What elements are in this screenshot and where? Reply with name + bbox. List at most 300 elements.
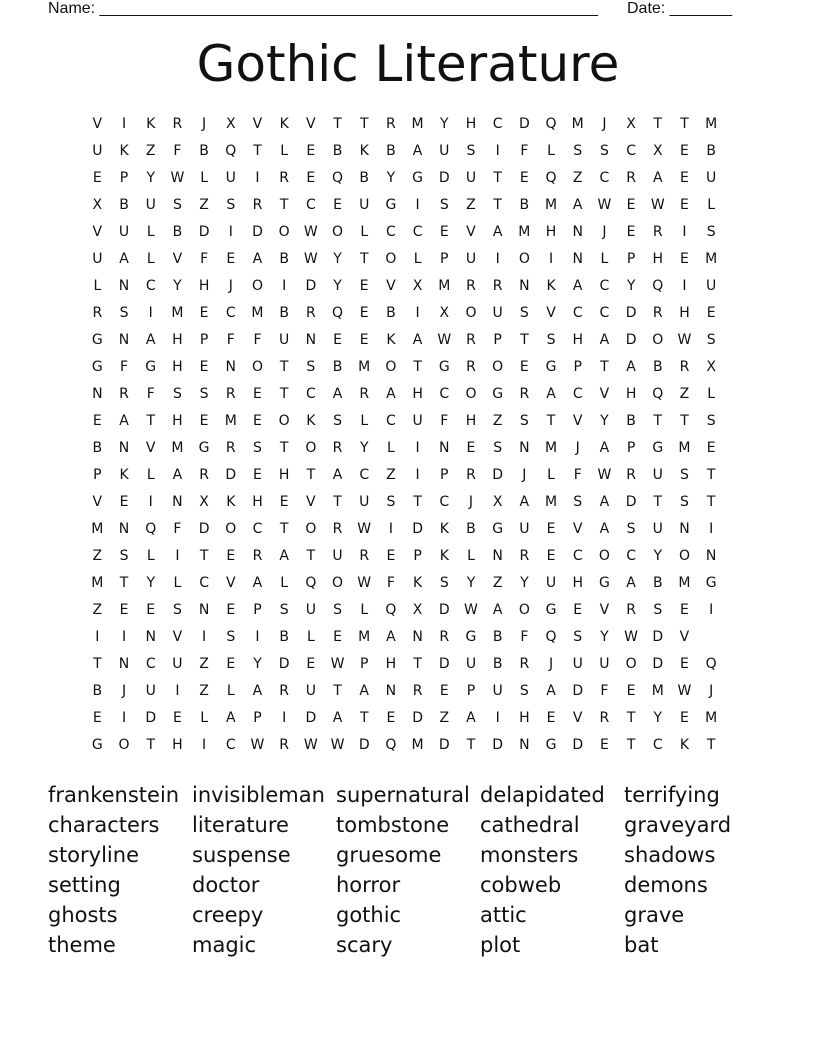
grid-letter: J	[228, 278, 233, 294]
grid-letter: U	[439, 143, 450, 159]
grid-letter: I	[121, 629, 127, 645]
grid-letter: U	[652, 521, 663, 537]
grid-letter: I	[495, 710, 500, 726]
grid-letter: L	[600, 251, 609, 267]
grid-letter: R	[466, 359, 476, 375]
grid-letter: L	[306, 629, 315, 645]
grid-letter: R	[359, 548, 370, 564]
grid-letter: W	[677, 683, 692, 699]
grid-letter: L	[360, 602, 369, 618]
grid-letter: I	[415, 440, 420, 456]
page-title: Gothic Literature	[196, 35, 620, 93]
grid-letter: U	[145, 197, 156, 213]
grid-row	[84, 276, 725, 303]
grid-letter: P	[119, 170, 129, 186]
grid-letter: G	[438, 359, 450, 375]
grid-letter: M	[171, 305, 184, 321]
grid-letter: R	[519, 548, 530, 564]
grid-letter: R	[626, 602, 636, 618]
grid-letter: V	[172, 251, 183, 267]
grid-letter: Q	[305, 575, 317, 591]
grid-letter: I	[495, 143, 500, 159]
grid-letter: H	[465, 413, 477, 429]
grid-letter: R	[439, 629, 450, 645]
grid-letter: D	[492, 737, 504, 753]
grid-letter: V	[306, 116, 316, 132]
grid-letter: H	[572, 575, 583, 591]
grid-letter: Q	[545, 170, 557, 186]
grid-letter: E	[680, 170, 689, 186]
grid-letter: L	[413, 251, 422, 267]
grid-letter: E	[680, 197, 689, 213]
word-list-item: plot	[480, 933, 521, 957]
grid-letter: D	[225, 467, 237, 483]
header	[48, 0, 748, 20]
grid-letter: J	[602, 116, 607, 132]
grid-letter: N	[492, 548, 503, 564]
grid-letter: R	[279, 170, 290, 186]
grid-letter: F	[520, 629, 529, 645]
word-list-item: cobweb	[480, 873, 562, 897]
grid-letter: S	[439, 197, 449, 213]
grid-letter: S	[172, 197, 182, 213]
grid-letter: Y	[146, 170, 155, 186]
grid-letter: M	[411, 737, 424, 753]
grid-letter: C	[439, 386, 450, 402]
grid-letter: I	[415, 197, 420, 213]
grid-letter: H	[172, 332, 183, 348]
grid-letter: L	[547, 467, 555, 483]
grid-letter: H	[172, 737, 183, 753]
grid-row	[84, 654, 725, 681]
grid-letter: V	[572, 710, 583, 726]
grid-letter: K	[386, 332, 396, 348]
grid-letter: Q	[332, 305, 344, 321]
grid-letter: R	[279, 737, 290, 753]
grid-letter: C	[412, 224, 423, 240]
grid-letter: V	[466, 224, 476, 240]
grid-letter: X	[439, 305, 450, 321]
grid-letter: E	[172, 710, 182, 726]
grid-letter: H	[252, 494, 263, 510]
grid-letter: A	[599, 332, 610, 348]
grid-letter: F	[146, 386, 155, 402]
grid-letter: G	[145, 359, 157, 375]
grid-letter: H	[385, 656, 397, 672]
word-list-item: setting	[48, 873, 121, 897]
grid-letter: N	[572, 251, 583, 267]
grid-letter: T	[706, 467, 716, 483]
grid-letter: O	[305, 521, 317, 537]
grid-letter: J	[522, 467, 527, 483]
grid-letter: D	[198, 521, 210, 537]
grid-letter: W	[650, 197, 665, 213]
grid-letter: S	[386, 494, 396, 510]
grid-letter: G	[545, 359, 557, 375]
grid-letter: D	[412, 521, 423, 537]
grid-letter: A	[466, 710, 476, 726]
grid-letter: N	[705, 548, 717, 564]
grid-letter: M	[171, 440, 184, 456]
grid-letter: D	[572, 683, 584, 699]
grid-letter: I	[255, 170, 260, 186]
grid-letter: C	[652, 737, 663, 753]
grid-letter: Y	[653, 710, 663, 726]
word-list-item: storyline	[48, 843, 139, 867]
grid-letter: T	[306, 467, 316, 483]
grid-letter: P	[573, 359, 582, 375]
grid-letter: S	[680, 494, 689, 510]
grid-letter: G	[492, 521, 504, 537]
grid-letter: E	[146, 602, 156, 618]
grid-letter: I	[228, 224, 233, 240]
grid-letter: N	[172, 494, 183, 510]
grid-letter: W	[357, 521, 372, 537]
grid-letter: E	[199, 305, 209, 321]
grid-letter: L	[360, 413, 369, 429]
grid-letter: Q	[385, 602, 397, 618]
word-list-item: grave	[624, 903, 685, 927]
grid-letter: G	[91, 737, 103, 753]
grid-letter: O	[278, 224, 290, 240]
grid-letter: I	[202, 629, 207, 645]
grid-letter: T	[626, 710, 636, 726]
grid-letter: D	[438, 170, 450, 186]
grid-letter: E	[226, 656, 236, 672]
grid-row	[84, 249, 725, 276]
grid-letter: W	[250, 737, 265, 753]
grid-letter: N	[439, 440, 450, 456]
grid-letter: R	[652, 305, 663, 321]
grid-letter: H	[679, 305, 690, 321]
grid-row	[84, 357, 725, 384]
grid-letter: S	[573, 494, 583, 510]
grid-letter: R	[332, 440, 343, 456]
grid-letter: N	[118, 656, 130, 672]
grid-letter: G	[705, 575, 717, 591]
grid-letter: M	[224, 413, 237, 429]
word-list-item: characters	[48, 813, 160, 837]
grid-letter: C	[225, 737, 236, 753]
grid-letter: O	[332, 224, 344, 240]
grid-letter: O	[385, 251, 397, 267]
grid-letter: W	[303, 251, 318, 267]
grid-letter: T	[279, 386, 289, 402]
grid-letter: S	[599, 143, 609, 159]
grid-letter: F	[173, 521, 182, 537]
grid-letter: S	[706, 224, 716, 240]
grid-letter: E	[359, 278, 369, 294]
grid-letter: B	[332, 143, 343, 159]
grid-letter: H	[172, 413, 183, 429]
grid-letter: A	[279, 548, 289, 564]
grid-letter: L	[146, 224, 155, 240]
grid-letter: Q	[652, 278, 664, 294]
grid-letter: G	[652, 440, 664, 456]
grid-letter: A	[225, 710, 236, 726]
grid-letter: A	[252, 251, 263, 267]
grid-letter: U	[359, 197, 370, 213]
grid-letter: P	[440, 251, 449, 267]
grid-letter: T	[119, 575, 129, 591]
grid-letter: L	[707, 386, 716, 402]
grid-letter: S	[172, 386, 182, 402]
grid-letter: V	[225, 575, 236, 591]
grid-letter: I	[282, 710, 287, 726]
grid-letter: J	[709, 683, 714, 699]
grid-letter: A	[332, 467, 343, 483]
word-list-item: scary	[336, 933, 393, 957]
grid-letter: M	[651, 683, 664, 699]
grid-letter: Y	[359, 440, 369, 456]
grid-letter: W	[677, 332, 692, 348]
grid-letter: U	[118, 224, 130, 240]
grid-letter: S	[306, 359, 316, 375]
grid-letter: T	[493, 197, 502, 213]
grid-letter: B	[92, 440, 103, 456]
grid-letter: U	[359, 494, 370, 510]
grid-row	[84, 195, 725, 222]
grid-letter: R	[386, 116, 396, 132]
grid-letter: R	[652, 224, 663, 240]
grid-letter: G	[598, 575, 610, 591]
word-list-item: supernatural	[336, 783, 470, 807]
grid-letter: E	[626, 224, 636, 240]
grid-letter: A	[412, 143, 423, 159]
grid-letter: N	[225, 359, 237, 375]
grid-letter: H	[172, 359, 183, 375]
grid-letter: K	[679, 737, 690, 753]
word-list-item: suspense	[192, 843, 291, 867]
grid-letter: E	[119, 602, 129, 618]
grid-letter: C	[572, 305, 583, 321]
grid-letter: R	[252, 548, 263, 564]
grid-letter: Y	[173, 278, 182, 294]
grid-letter: M	[678, 440, 691, 456]
grid-letter: S	[466, 143, 476, 159]
grid-letter: N	[385, 683, 397, 699]
grid-letter: J	[575, 440, 580, 456]
grid-letter: U	[465, 656, 477, 672]
grid-letter: L	[93, 278, 102, 294]
grid-letter: A	[252, 575, 263, 591]
grid-letter: C	[492, 116, 503, 132]
grid-letter: I	[682, 224, 687, 240]
grid-letter: T	[359, 116, 369, 132]
grid-letter: B	[519, 197, 530, 213]
grid-letter: Y	[626, 278, 636, 294]
grid-letter: I	[175, 548, 180, 564]
grid-row	[84, 168, 725, 195]
grid-letter: W	[303, 224, 318, 240]
grid-letter: M	[411, 116, 424, 132]
grid-letter: Z	[92, 548, 103, 564]
grid-letter: E	[226, 251, 236, 267]
grid-letter: V	[572, 413, 583, 429]
grid-letter: A	[572, 278, 583, 294]
word-list-item: tombstone	[336, 813, 450, 837]
grid-letter: P	[626, 251, 636, 267]
grid-letter: W	[330, 737, 345, 753]
grid-letter: O	[305, 440, 317, 456]
grid-letter: G	[545, 602, 557, 618]
grid-letter: D	[625, 332, 637, 348]
grid-letter: R	[519, 656, 530, 672]
grid-letter: U	[652, 467, 663, 483]
grid-letter: H	[545, 224, 557, 240]
grid-letter: S	[333, 413, 342, 429]
grid-letter: T	[706, 494, 716, 510]
grid-letter: K	[146, 116, 156, 132]
grid-letter: U	[279, 332, 290, 348]
grid-letter: Q	[145, 521, 157, 537]
grid-letter: S	[439, 575, 449, 591]
grid-letter: L	[547, 143, 555, 159]
grid-letter: N	[572, 224, 583, 240]
grid-letter: P	[253, 710, 262, 726]
grid-letter: G	[465, 629, 477, 645]
grid-letter: H	[465, 116, 477, 132]
grid-letter: Z	[572, 170, 583, 186]
grid-letter: P	[359, 656, 369, 672]
grid-letter: I	[495, 251, 500, 267]
grid-letter: O	[625, 656, 637, 672]
grid-letter: E	[466, 440, 476, 456]
grid-letter: O	[385, 359, 397, 375]
grid-letter: E	[439, 224, 449, 240]
grid-row	[84, 303, 725, 330]
grid-letter: Z	[492, 413, 503, 429]
grid-letter: E	[599, 737, 609, 753]
grid-letter: T	[413, 656, 422, 672]
grid-letter: V	[572, 521, 583, 537]
grid-letter: K	[439, 521, 449, 537]
grid-letter: D	[652, 629, 664, 645]
word-list-item: literature	[192, 813, 289, 837]
grid-letter: A	[359, 683, 369, 699]
grid-letter: C	[599, 170, 610, 186]
grid-letter: N	[519, 278, 530, 294]
grid-letter: A	[546, 683, 556, 699]
grid-letter: L	[280, 143, 289, 159]
grid-letter: L	[146, 548, 155, 564]
grid-row	[84, 438, 725, 465]
grid-letter: G	[492, 386, 504, 402]
grid-letter: S	[626, 521, 636, 537]
grid-letter: Y	[333, 278, 342, 294]
grid-letter: A	[652, 170, 663, 186]
grid-letter: U	[465, 170, 477, 186]
grid-letter: V	[599, 386, 610, 402]
grid-letter: U	[465, 251, 477, 267]
grid-letter: E	[626, 683, 636, 699]
grid-letter: E	[333, 629, 342, 645]
grid-letter: K	[119, 143, 129, 159]
grid-letter: Q	[545, 116, 557, 132]
grid-letter: S	[172, 602, 182, 618]
grid-letter: E	[306, 143, 316, 159]
grid-letter: E	[199, 413, 209, 429]
name-field-label: Name: ________________________________________________________	[48, 0, 598, 17]
grid-letter: E	[626, 197, 636, 213]
grid-letter: B	[492, 656, 503, 672]
grid-letter: N	[118, 278, 130, 294]
grid-letter: I	[548, 251, 554, 267]
grid-letter: A	[386, 386, 396, 402]
word-list-item: frankenstein	[48, 783, 180, 807]
grid-letter: I	[175, 683, 180, 699]
grid-letter: P	[493, 332, 502, 348]
grid-letter: L	[387, 440, 395, 456]
grid-letter: O	[118, 737, 130, 753]
grid-letter: X	[652, 143, 663, 159]
grid-row	[84, 330, 725, 357]
grid-letter: F	[520, 143, 529, 159]
grid-letter: E	[333, 332, 342, 348]
grid-letter: B	[332, 359, 343, 375]
grid-letter: G	[412, 170, 424, 186]
grid-row	[84, 600, 725, 627]
grid-letter: E	[253, 467, 262, 483]
grid-letter: F	[120, 359, 129, 375]
grid-letter: A	[386, 629, 396, 645]
grid-letter: E	[519, 170, 529, 186]
grid-letter: R	[466, 332, 476, 348]
grid-letter: D	[438, 656, 450, 672]
grid-letter: A	[626, 575, 636, 591]
grid-letter: E	[92, 413, 102, 429]
grid-letter: H	[198, 278, 210, 294]
grid-letter: Z	[199, 683, 209, 699]
grid-letter: A	[332, 386, 343, 402]
grid-row	[84, 384, 725, 411]
grid-letter: I	[202, 737, 207, 753]
grid-letter: V	[546, 305, 556, 321]
grid-letter: H	[519, 710, 530, 726]
grid-letter: C	[199, 575, 209, 591]
grid-letter: Y	[600, 413, 609, 429]
grid-letter: E	[680, 710, 689, 726]
grid-letter: A	[145, 332, 156, 348]
grid-letter: D	[438, 602, 450, 618]
word-list-item: magic	[192, 933, 257, 957]
word-list-item: delapidated	[480, 783, 605, 807]
grid-letter: S	[706, 332, 716, 348]
word-list-item: horror	[336, 873, 401, 897]
grid-letter: C	[626, 143, 636, 159]
grid-letter: A	[492, 224, 503, 240]
grid-letter: J	[468, 494, 474, 510]
grid-letter: C	[305, 386, 316, 402]
grid-letter: A	[332, 710, 343, 726]
grid-letter: T	[359, 710, 369, 726]
grid-letter: T	[413, 494, 422, 510]
grid-letter: L	[467, 548, 475, 564]
grid-letter: E	[253, 386, 262, 402]
grid-letter: W	[330, 656, 345, 672]
grid-letter: I	[148, 494, 153, 510]
grid-letter: R	[466, 278, 476, 294]
grid-letter: U	[332, 548, 343, 564]
grid-letter: F	[600, 683, 609, 699]
grid-letter: T	[146, 413, 155, 429]
grid-letter: C	[145, 278, 156, 294]
grid-letter: R	[599, 710, 610, 726]
grid-letter: R	[252, 197, 263, 213]
grid-letter: E	[279, 494, 289, 510]
grid-letter: O	[332, 575, 344, 591]
grid-letter: M	[358, 359, 371, 375]
